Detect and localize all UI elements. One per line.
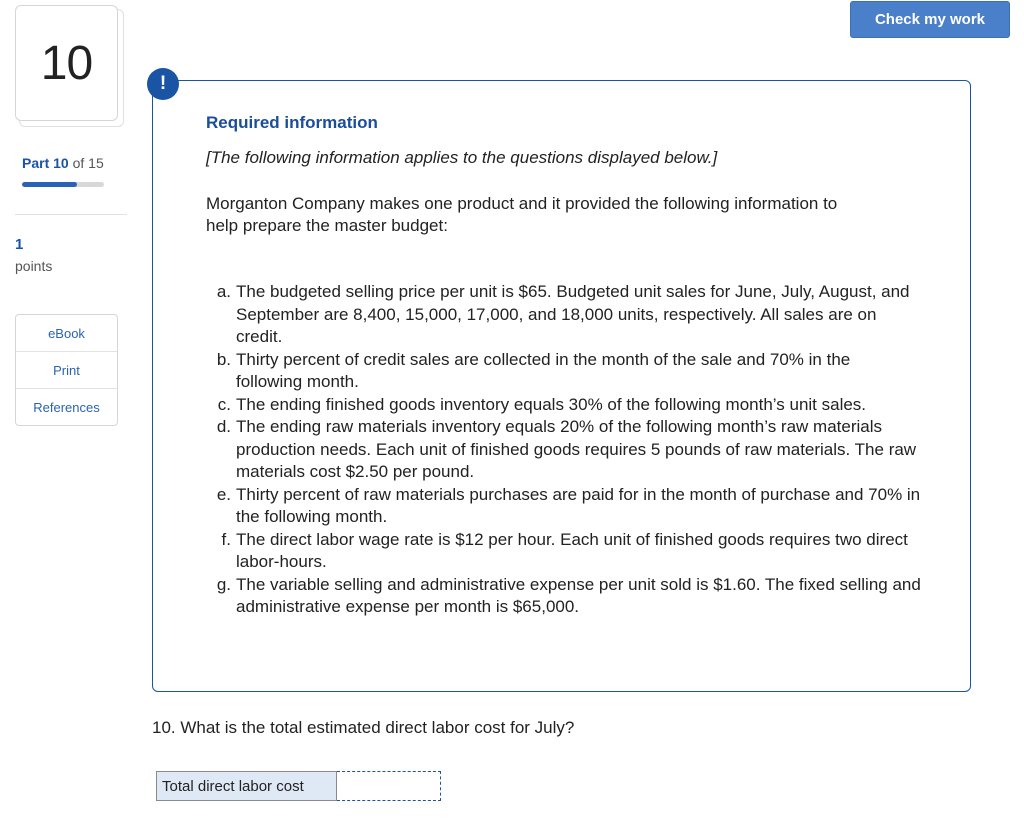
rail-divider bbox=[15, 214, 127, 215]
references-link[interactable]: References bbox=[33, 399, 100, 415]
required-information-panel bbox=[152, 80, 971, 692]
check-my-work-button[interactable]: Check my work bbox=[850, 1, 1010, 38]
question-number: 10 bbox=[40, 36, 93, 90]
item-text: The variable selling and administrative expense per unit sold is $1.60. The fixed selling and administrative expense per month is $65,000. bbox=[236, 574, 921, 616]
answer-label: Total direct labor cost bbox=[156, 771, 337, 801]
item-text: The ending raw materials inventory equals 20% of the following month’s raw materials production needs. Each unit of finished goods requires 5 pounds of raw materials. The raw materials cost $2.50 per pound. bbox=[236, 417, 917, 481]
list-item bbox=[211, 484, 921, 529]
points-label: points bbox=[15, 258, 53, 274]
part-indicator bbox=[22, 155, 104, 171]
part-total: of 15 bbox=[72, 155, 104, 171]
list-item bbox=[211, 394, 921, 417]
ebook-link[interactable]: eBook bbox=[16, 315, 117, 352]
item-letter: f. bbox=[221, 529, 231, 549]
answer-row bbox=[156, 771, 441, 801]
item-letter: d. bbox=[216, 417, 231, 436]
info-list bbox=[211, 281, 921, 619]
part-progress-bar bbox=[22, 182, 104, 187]
item-letter: b. bbox=[216, 349, 231, 369]
item-text: The direct labor wage rate is $12 per hour. Each unit of finished goods requires two direct labor-hours. bbox=[236, 529, 908, 571]
item-text: Thirty percent of credit sales are collected in the month of the sale and 70% in the following month. bbox=[236, 349, 851, 391]
item-text: The ending finished goods inventory equals 30% of the following month’s unit sales. bbox=[236, 394, 867, 414]
list-item bbox=[211, 349, 921, 394]
list-item bbox=[211, 416, 921, 484]
list-item bbox=[211, 281, 921, 349]
points-value: 1 bbox=[15, 236, 24, 253]
list-item bbox=[211, 574, 921, 619]
item-letter: c. bbox=[217, 394, 231, 414]
list-item bbox=[211, 529, 921, 574]
info-description: Morganton Company makes one product and it provided the following information to help prepare the master budget: bbox=[206, 194, 838, 235]
item-letter: e. bbox=[216, 484, 231, 504]
question-text: 10. What is the total estimated direct labor cost for July? bbox=[152, 718, 575, 737]
print-link[interactable]: Print bbox=[16, 352, 117, 389]
item-text: The budgeted selling price per unit is $65. Budgeted unit sales for June, July, August, and September are 8,400, 15,000, 17,000, and 18,000 units, respectively. All sales are on credit. bbox=[236, 282, 910, 346]
item-letter: g. bbox=[216, 574, 231, 594]
info-title: Required information bbox=[206, 113, 378, 132]
exclamation-icon: ! bbox=[147, 68, 179, 100]
resources-menu bbox=[15, 314, 118, 426]
item-letter: a. bbox=[216, 282, 231, 301]
part-prefix: Part bbox=[22, 155, 50, 171]
part-progress-fill bbox=[22, 182, 77, 187]
info-intro: [The following information applies to the questions displayed below.] bbox=[206, 148, 718, 167]
item-text: Thirty percent of raw materials purchases are paid for in the month of purchase and 70% in the following month. bbox=[236, 484, 921, 526]
part-current: 10 bbox=[53, 155, 69, 171]
question-number-card[interactable] bbox=[15, 5, 118, 121]
direct-labor-cost-input[interactable] bbox=[337, 771, 441, 801]
